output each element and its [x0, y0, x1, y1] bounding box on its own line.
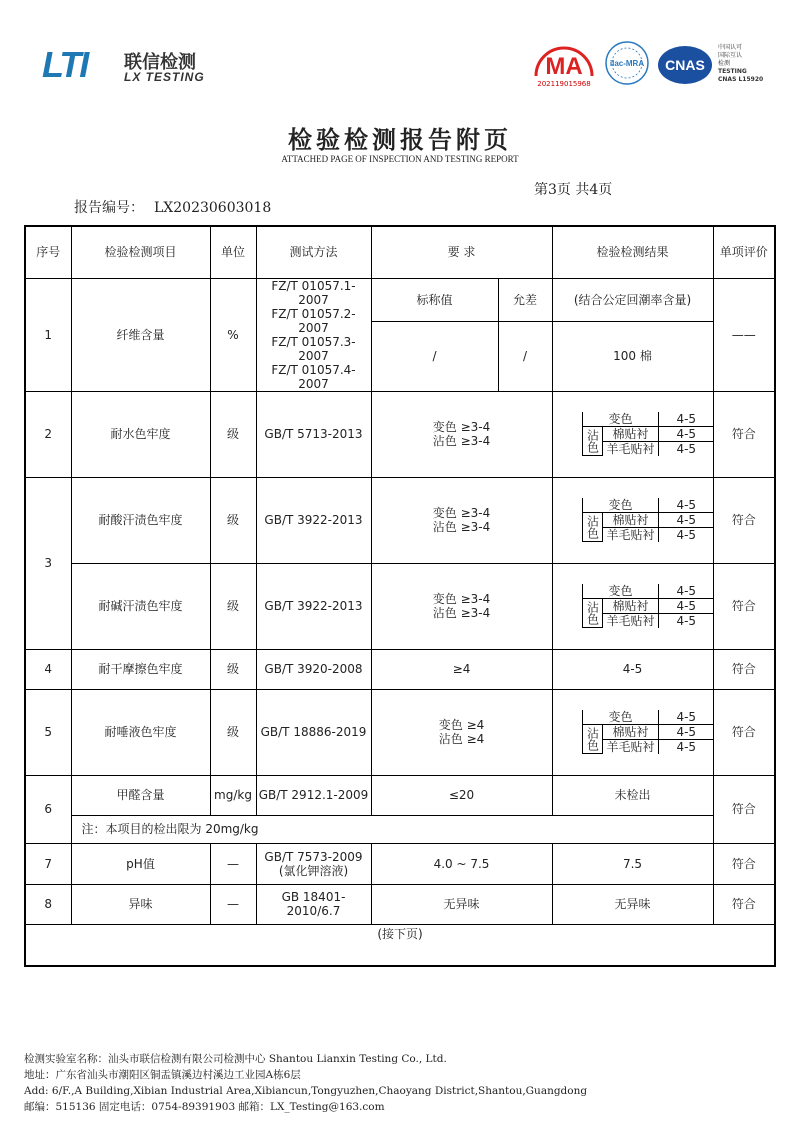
row1-method-3: FZ/T 01057.3-2007 — [271, 334, 356, 363]
continued-note: (接下页) — [25, 924, 775, 966]
row3a-method: GB/T 3922-2013 — [256, 477, 371, 563]
table-row — [25, 278, 775, 321]
table-row — [25, 649, 775, 689]
row1-seq: 1 — [25, 278, 71, 391]
row5-cotton-value: 4-5 — [659, 724, 714, 739]
cnas-line-5: CNAS L15920 — [718, 76, 764, 83]
row3a-cotton-label: 棉贴衬 — [603, 512, 659, 527]
row2-cotton-label: 棉贴衬 — [603, 426, 659, 441]
cnas-text — [718, 44, 763, 84]
row3a-change-value: 4-5 — [659, 498, 714, 513]
row8-requirement: 无异味 — [371, 884, 552, 924]
row2-unit: 级 — [210, 391, 256, 477]
row2-req-change: 变色 ≥3-4 — [432, 420, 491, 434]
table-header — [25, 226, 775, 278]
row8-result: 无异味 — [552, 884, 713, 924]
row2-item: 耐水色牢度 — [71, 391, 210, 477]
row2-result — [552, 391, 713, 477]
footer-address-cn: 地址：广东省汕头市潮阳区铜盂镇溪边村溪边工业园A栋6层 — [24, 1069, 301, 1081]
row2-change-label: 变色 — [583, 412, 659, 427]
row5-req-change: 变色 ≥4 — [438, 718, 485, 732]
row1-result: 100 棉 — [552, 321, 713, 391]
cnas-icon — [656, 44, 714, 86]
cnas-line-4: TESTING — [718, 68, 747, 75]
row1-methods — [256, 278, 371, 391]
row3b-req-change: 变色 ≥3-4 — [432, 592, 491, 606]
row7-eval: 符合 — [713, 843, 775, 884]
row6-item: 甲醛含量 — [71, 775, 210, 815]
header-item: 检验检测项目 — [71, 226, 210, 278]
row6-eval: 符合 — [713, 775, 775, 843]
report-number-label: 报告编号： — [74, 200, 144, 216]
row3a-stain-label: 沾色 — [583, 512, 603, 542]
row6-note: 注：本项目的检出限为 20mg/kg — [71, 815, 713, 843]
row6-seq: 6 — [25, 775, 71, 843]
row1-method-1: FZ/T 01057.1-2007 — [271, 278, 356, 307]
row4-eval: 符合 — [713, 649, 775, 689]
row3a-wool-value: 4-5 — [659, 527, 714, 542]
row2-eval: 符合 — [713, 391, 775, 477]
row7-unit: — — [210, 843, 256, 884]
row5-req-stain: 沾色 ≥4 — [438, 732, 485, 746]
row1-tolerance-label: 允差 — [498, 278, 552, 321]
results-table — [24, 225, 776, 967]
row3a-requirement — [371, 477, 552, 563]
row1-item: 纤维含量 — [71, 278, 210, 391]
table-row — [25, 689, 775, 775]
row3a-req-change: 变色 ≥3-4 — [432, 506, 491, 520]
svg-text:MA: MA — [545, 53, 583, 80]
row3-seq: 3 — [25, 477, 71, 649]
cnas-line-2: 国际互认 — [718, 52, 743, 59]
row2-method: GB/T 5713-2013 — [256, 391, 371, 477]
row3b-cotton-value: 4-5 — [659, 598, 714, 613]
footer — [24, 1051, 587, 1115]
row4-result: 4-5 — [552, 649, 713, 689]
logo-mark: LTI — [42, 44, 88, 85]
certification-marks — [530, 40, 770, 94]
row3b-method: GB/T 3922-2013 — [256, 563, 371, 649]
row3b-result — [552, 563, 713, 649]
row3b-wool-value: 4-5 — [659, 613, 714, 628]
row5-change-label: 变色 — [583, 710, 659, 725]
row1-nominal-label: 标称值 — [371, 278, 498, 321]
header-result: 检验检测结果 — [552, 226, 713, 278]
row3a-req-stain: 沾色 ≥3-4 — [432, 520, 491, 534]
row5-wool-label: 羊毛贴衬 — [603, 739, 659, 754]
footer-address-en: Add: 6/F.,A Building,Xibian Industrial Area,Xibiancun,Tongyuzhen,Chaoyang District,Shantou,Guangdong — [24, 1085, 588, 1097]
header-unit: 单位 — [210, 226, 256, 278]
row5-unit: 级 — [210, 689, 256, 775]
row1-unit: % — [210, 278, 256, 391]
row7-item: pH值 — [71, 843, 210, 884]
table-row — [25, 843, 775, 884]
row3b-requirement — [371, 563, 552, 649]
row8-eval: 符合 — [713, 884, 775, 924]
cma-seal-icon — [530, 40, 598, 82]
cma-code: 202119015968 — [537, 80, 591, 88]
row2-seq: 2 — [25, 391, 71, 477]
row5-item: 耐唾液色牢度 — [71, 689, 210, 775]
table-row — [25, 477, 775, 563]
row8-item: 异味 — [71, 884, 210, 924]
row7-seq: 7 — [25, 843, 71, 884]
report-number-value: LX20230603018 — [154, 200, 272, 216]
row5-eval: 符合 — [713, 689, 775, 775]
row2-wool-label: 羊毛贴衬 — [603, 441, 659, 456]
row3a-cotton-value: 4-5 — [659, 512, 714, 527]
row3b-wool-label: 羊毛贴衬 — [603, 613, 659, 628]
row2-change-value: 4-5 — [659, 412, 714, 427]
row4-item: 耐干摩擦色牢度 — [71, 649, 210, 689]
row7-method-2: (氯化钾溶液) — [278, 863, 349, 878]
header-evaluation: 单项评价 — [713, 226, 775, 278]
row5-stain-label: 沾色 — [583, 724, 603, 754]
row3a-item: 耐酸汗渍色牢度 — [71, 477, 210, 563]
table-row — [25, 563, 775, 649]
cnas-line-1: 中国认可 — [718, 44, 743, 51]
row6-method: GB/T 2912.1-2009 — [256, 775, 371, 815]
ilac-mra-icon — [604, 40, 650, 86]
row7-result: 7.5 — [552, 843, 713, 884]
row6-unit: mg/kg — [210, 775, 256, 815]
row2-requirement — [371, 391, 552, 477]
row4-method: GB/T 3920-2008 — [256, 649, 371, 689]
row4-seq: 4 — [25, 649, 71, 689]
logo-name-en: LX TESTING — [124, 70, 205, 84]
row7-requirement: 4.0 ~ 7.5 — [371, 843, 552, 884]
row6-result: 未检出 — [552, 775, 713, 815]
row3b-change-value: 4-5 — [659, 584, 714, 599]
table-row — [25, 775, 775, 815]
page-title: 检验检测报告附页 — [288, 125, 512, 154]
row5-seq: 5 — [25, 689, 71, 775]
page-subtitle: ATTACHED PAGE OF INSPECTION AND TESTING REPORT — [281, 154, 519, 164]
cnas-label: CNAS — [665, 57, 705, 73]
header-method: 测试方法 — [256, 226, 371, 278]
row7-method-1: GB/T 7573-2009 — [264, 849, 363, 864]
row2-stain-label: 沾色 — [583, 426, 603, 456]
row1-method-2: FZ/T 01057.2-2007 — [271, 306, 356, 335]
row7-method — [256, 843, 371, 884]
company-logo — [42, 44, 232, 88]
table-row — [25, 924, 775, 966]
row4-unit: 级 — [210, 649, 256, 689]
row8-unit: — — [210, 884, 256, 924]
row3b-cotton-label: 棉贴衬 — [603, 598, 659, 613]
table-row — [25, 815, 775, 843]
row1-method-4: FZ/T 01057.4-2007 — [271, 362, 356, 391]
row5-change-value: 4-5 — [659, 710, 714, 725]
row2-req-stain: 沾色 ≥3-4 — [432, 434, 491, 448]
page-number: 第3页 共4页 — [534, 182, 613, 198]
row2-wool-value: 4-5 — [659, 441, 714, 456]
row1-result-note: (结合公定回潮率含量) — [552, 278, 713, 321]
row3b-eval: 符合 — [713, 563, 775, 649]
row3a-result — [552, 477, 713, 563]
row6-requirement: ≤20 — [371, 775, 552, 815]
table-row — [25, 884, 775, 924]
row3a-eval: 符合 — [713, 477, 775, 563]
cnas-line-3: 检测 — [718, 60, 731, 67]
row8-method: GB 18401-2010/6.7 — [256, 884, 371, 924]
footer-contact: 邮编：515136 固定电话：0754-89391903 邮箱：LX_Testing@163.com — [24, 1101, 385, 1113]
row1-nominal: / — [371, 321, 498, 391]
row2-cotton-value: 4-5 — [659, 426, 714, 441]
footer-lab: 检测实验室名称：汕头市联信检测有限公司检测中心 Shantou Lianxin Testing Co., Ltd. — [24, 1053, 447, 1065]
row8-seq: 8 — [25, 884, 71, 924]
row3b-change-label: 变色 — [583, 584, 659, 599]
header-seq: 序号 — [25, 226, 71, 278]
report-number — [74, 197, 271, 217]
row1-eval: —— — [713, 278, 775, 391]
row3b-unit: 级 — [210, 563, 256, 649]
header-requirement: 要 求 — [371, 226, 552, 278]
logo-name-cn: 联信检测 — [124, 52, 196, 73]
ilac-label: ilac-MRA — [609, 59, 645, 68]
row3a-unit: 级 — [210, 477, 256, 563]
row5-cotton-label: 棉贴衬 — [603, 724, 659, 739]
row3b-item: 耐碱汗渍色牢度 — [71, 563, 210, 649]
row5-method: GB/T 18886-2019 — [256, 689, 371, 775]
row5-wool-value: 4-5 — [659, 739, 714, 754]
row5-result — [552, 689, 713, 775]
row3b-req-stain: 沾色 ≥3-4 — [432, 606, 491, 620]
row5-requirement — [371, 689, 552, 775]
row4-requirement: ≥4 — [371, 649, 552, 689]
row3a-wool-label: 羊毛贴衬 — [603, 527, 659, 542]
row1-tolerance: / — [498, 321, 552, 391]
table-row — [25, 391, 775, 477]
row3a-change-label: 变色 — [583, 498, 659, 513]
row3b-stain-label: 沾色 — [583, 598, 603, 628]
